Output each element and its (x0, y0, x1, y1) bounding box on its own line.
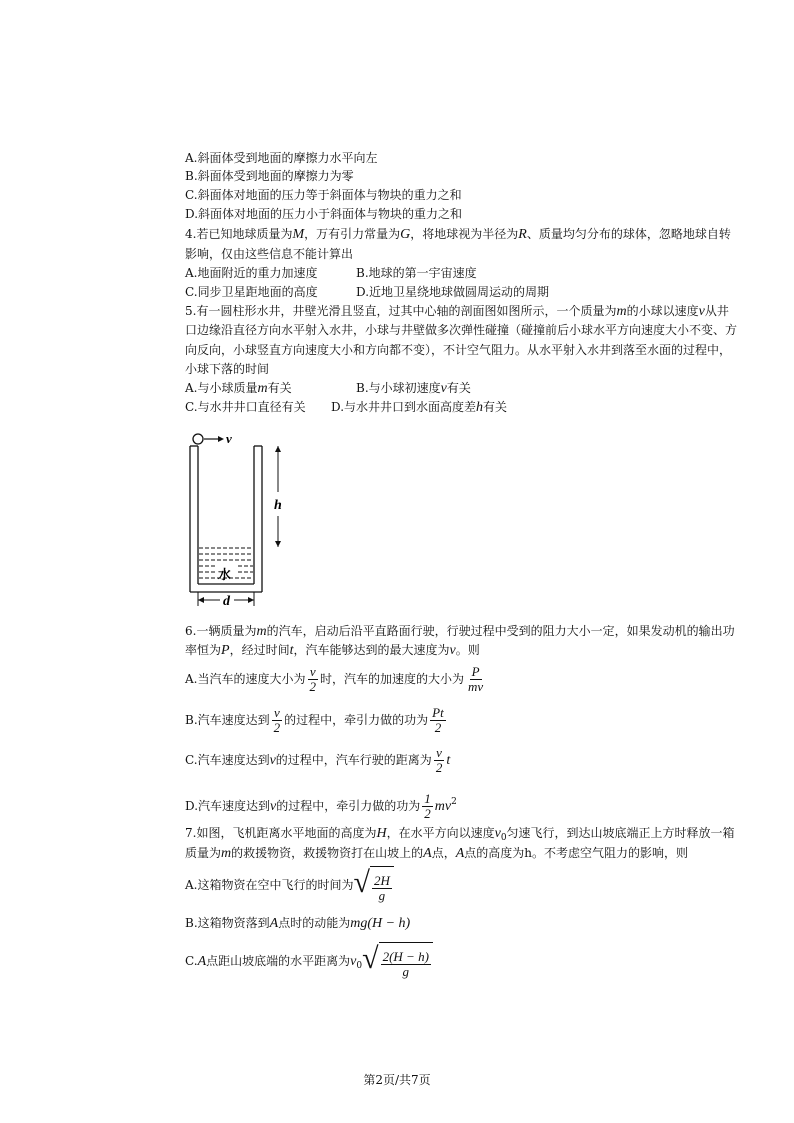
ball-icon (193, 434, 203, 444)
q6-option-a: A.当汽车的速度大小为 $\frac{v}{2}$ 时，汽车的加速度的大小为 $\frac{P}{mv}$ (185, 664, 484, 694)
symbol-M: M (292, 227, 305, 242)
well-diagram (184, 430, 294, 610)
q5-stem-line2: 口边缘沿直径方向水平射入水井，小球与井壁做多次弹性碰撞（碰撞前后小球水平方向速度大小不变、方 (185, 323, 738, 337)
page-number: 第2页/共7页 (363, 1073, 431, 1087)
velocity-label: v (226, 431, 232, 446)
q7-option-b: B.这箱物资落到A点时的动能为mg(H − h) (185, 916, 411, 931)
q4-stem-line2: 影响，仅由这些信息不能计算出 (185, 247, 354, 261)
water-label: 水 (218, 568, 232, 583)
symbol-m: m (616, 304, 627, 319)
fraction: $\frac{v}{2}$ (309, 664, 316, 694)
square-root: √ $\frac{2(H - h)}{g}$ (362, 942, 433, 981)
q5-stem-line3: 向反向，小球竖直方向速度大小和方向都不变），不计空气阻力。从水平射入水井到落至水面的过程中， (185, 343, 732, 357)
q3-option-b: B.斜面体受到地面的摩擦力为零 (185, 169, 354, 183)
height-label: h (274, 498, 282, 513)
q5-option-a: A.与小球质量m有关 (185, 381, 292, 396)
q7-stem-line1: 7.如图，飞机距离水平地面的高度为H，在水平方向以速度$v_0$匀速飞行，到达山坡底端正上方时释放一箱 (185, 826, 735, 843)
fraction: $\frac{P}{mv}$ (468, 664, 484, 694)
symbol-R: R (518, 227, 527, 242)
symbol-v: v (698, 304, 705, 319)
q4-stem-line1: 4.若已知地球质量为M，万有引力常量为G，将地球视为半径为R、质量均匀分布的球体，忽略地球自转 (185, 227, 731, 242)
fraction: $\frac{v}{2}$ (435, 745, 443, 775)
q4-option-b: B.地球的第一宇宙速度 (356, 266, 477, 280)
q5-stem-line4: 小球下落的时间 (185, 362, 270, 376)
q4-option-c: C.同步卫星距地面的高度 (185, 285, 318, 299)
q6-option-b: B.汽车速度达到 $\frac{v}{2}$ 的过程中，牵引力做的功为 $\frac{Pt}{2}$ (185, 705, 444, 735)
diameter-label: d (223, 594, 230, 609)
fraction: $\frac{1}{2}$ (424, 791, 431, 821)
q3-option-d: D.斜面体对地面的压力小于斜面体与物块的重力之和 (185, 207, 463, 221)
q5-option-c: C.与水井井口直径有关 (185, 400, 306, 414)
square-root: √ $\frac{2H}{g}$ (353, 866, 393, 905)
q7-stem-line2: 质量为m的救援物资，救援物资打在山坡上的A点，A点的高度为h。不考虑空气阻力的影响，则 (185, 846, 689, 861)
q7-option-a: A.这箱物资在空中飞行的时间为 √ $\frac{2H}{g}$ (185, 866, 394, 905)
q6-stem-line1: 6.一辆质量为m的汽车，启动后沿平直路面行驶，行驶过程中受到的阻力大小一定，如果发动机的输出功 (185, 624, 735, 639)
q3-option-a: A.斜面体受到地面的摩擦力水平向左 (185, 151, 378, 165)
q7-option-c: C.A点距山坡底端的水平距离为$v_0$ √ $\frac{2(H - h)}{g}$ (185, 942, 433, 984)
q4-option-d: D.近地卫星绕地球做圆周运动的周期 (356, 285, 550, 299)
fraction: $\frac{Pt}{2}$ (432, 705, 444, 735)
q5-option-d: D.与水井井口到水面高度差h有关 (331, 400, 508, 415)
q6-stem-line2: 率恒为P，经过时间t，汽车能够达到的最大速度为v。则 (185, 643, 480, 658)
q3-option-c: C.斜面体对地面的压力等于斜面体与物块的重力之和 (185, 188, 462, 202)
q5-option-b: B.与小球初速度v有关 (356, 381, 471, 396)
fraction: $\frac{v}{2}$ (273, 705, 281, 735)
q6-option-c: C.汽车速度达到v的过程中，汽车行驶的距离为 $\frac{v}{2}$ t (185, 745, 451, 775)
q5-stem-line1: 5.有一圆柱形水井，井壁光滑且竖直，过其中心轴的剖面图如图所示，一个质量为m的小球以速度v从井 (185, 304, 729, 319)
q4-option-a: A.地面附近的重力加速度 (185, 266, 318, 280)
symbol-G: G (400, 227, 411, 242)
q6-option-d: D.汽车速度达到v的过程中，牵引力做的功为 $\frac{1}{2}$ $mv^2$ (185, 791, 457, 821)
